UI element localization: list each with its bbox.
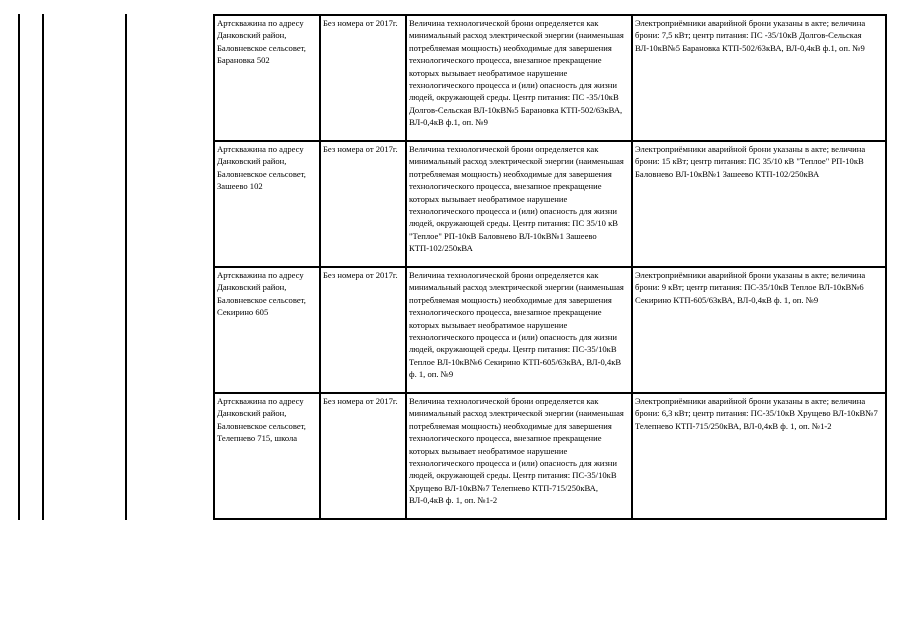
act-number-cell: Без номера от 2017г. xyxy=(320,267,406,393)
object-address-cell: Артскважина по адресу Данковский район, Баловневское сельсовет, Зашеево 102 xyxy=(214,141,320,267)
description-cell: Величина технологической брони определяется как минимальный расход электрической энергии (наименьшая потребляемая мощность) необходимые для завершения технологического процесса, внезапное прекращение которых вызывает необратимое нарушение технологического процесса и (или) опасность для жизни людей, окружающей среды. Центр питания: ПС-35/10кВ Хрущево ВЛ-10кВ№7 Телепнево КТП-715/250кВА, ВЛ-0,4кВ ф. 1, оп. №1-2 xyxy=(406,393,632,519)
description-cell: Величина технологической брони определяется как минимальный расход электрической энергии (наименьшая потребляемая мощность) необходимые для завершения технологического процесса, внезапное прекращение которых вызывает необратимое нарушение технологического процесса и (или) опасность для жизни людей, окружающей среды. Центр питания: ПС-35/10кВ Теплое ВЛ-10кВ№6 Секирино КТП-605/63кВА, ВЛ-0,4кВ ф. 1, оп. №9 xyxy=(406,267,632,393)
left-border-line-3 xyxy=(125,14,127,520)
table-row xyxy=(214,267,886,393)
left-border-line-1 xyxy=(18,14,20,520)
object-address-cell: Артскважина по адресу Данковский район, Баловневское сельсовет, Телепнево 715, школа xyxy=(214,393,320,519)
table-row xyxy=(214,15,886,141)
table-row xyxy=(214,141,886,267)
note-cell: Электроприёмники аварийной брони указаны в акте; величина брони: 6,3 кВт; центр питания: ПС-35/10кВ Хрущево ВЛ-10кВ№7 Телепнево КТП-715/250кВА, ВЛ-0,4кВ ф. 1, оп. №1-2 xyxy=(632,393,886,519)
table-row xyxy=(214,393,886,519)
act-number-cell: Без номера от 2017г. xyxy=(320,393,406,519)
description-cell: Величина технологической брони определяется как минимальный расход электрической энергии (наименьшая потребляемая мощность) необходимые для завершения технологического процесса, внезапное прекращение которых вызывает необратимое нарушение технологического процесса и (или) опасность для жизни людей, окружающей среды. Центр питания: ПС 35/10 кВ "Теплое" РП-10кВ Баловнево ВЛ-10кВ№1 Зашеево КТП-102/250кВА xyxy=(406,141,632,267)
reservation-table xyxy=(213,14,887,520)
object-address-cell: Артскважина по адресу Данковский район, Баловневское сельсовет, Барановка 502 xyxy=(214,15,320,141)
act-number-cell: Без номера от 2017г. xyxy=(320,15,406,141)
note-cell: Электроприёмники аварийной брони указаны в акте; величина брони: 15 кВт; центр питания: ПС 35/10 кВ "Теплое" РП-10кВ Баловнево ВЛ-10кВ№1 Зашеево КТП-102/250кВА xyxy=(632,141,886,267)
note-cell: Электроприёмники аварийной брони указаны в акте; величина брони: 9 кВт; центр питания: ПС-35/10кВ Теплое ВЛ-10кВ№6 Секирино КТП-605/63кВА, ВЛ-0,4кВ ф. 1, оп. №9 xyxy=(632,267,886,393)
note-cell: Электроприёмники аварийной брони указаны в акте; величина брони: 7,5 кВт; центр питания: ПС -35/10кВ Долгов-Сельская ВЛ-10кВ№5 Барановка КТП-502/63кВА, ВЛ-0,4кВ ф.1, оп. №9 xyxy=(632,15,886,141)
left-border-line-2 xyxy=(42,14,44,520)
object-address-cell: Артскважина по адресу Данковский район, Баловневское сельсовет, Секирино 605 xyxy=(214,267,320,393)
act-number-cell: Без номера от 2017г. xyxy=(320,141,406,267)
description-cell: Величина технологической брони определяется как минимальный расход электрической энергии (наименьшая потребляемая мощность) необходимые для завершения технологического процесса, внезапное прекращение которых вызывает необратимое нарушение технологического процесса и (или) опасность для жизни людей, окружающей среды. Центр питания: ПС -35/10кВ Долгов-Сельская ВЛ-10кВ№5 Барановка КТП-502/63кВА, ВЛ-0,4кВ ф.1, оп. №9 xyxy=(406,15,632,141)
